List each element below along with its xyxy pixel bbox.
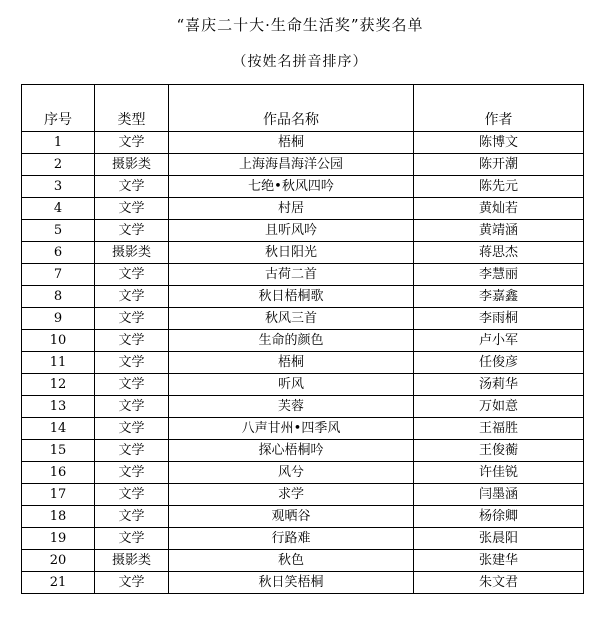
cell-author: 陈博文 — [414, 132, 584, 154]
table-row — [22, 462, 584, 484]
cell-serial-number: 1 — [22, 132, 95, 154]
cell-work-title: 梧桐 — [169, 132, 414, 154]
cell-serial-number: 3 — [22, 176, 95, 198]
table-row — [22, 374, 584, 396]
cell-author: 王福胜 — [414, 418, 584, 440]
cell-work-title: 求学 — [169, 484, 414, 506]
cell-category: 摄影类 — [95, 242, 169, 264]
cell-author: 蒋思杰 — [414, 242, 584, 264]
cell-category: 文学 — [95, 176, 169, 198]
cell-author: 张晨阳 — [414, 528, 584, 550]
cell-author: 许佳锐 — [414, 462, 584, 484]
cell-category: 文学 — [95, 440, 169, 462]
document-subtitle: （按姓名拼音排序） — [232, 54, 368, 70]
cell-author: 任俊彦 — [414, 352, 584, 374]
header-work-title: 作品名称 — [169, 85, 414, 132]
cell-serial-number: 15 — [22, 440, 95, 462]
cell-work-title: 秋色 — [169, 550, 414, 572]
cell-category: 文学 — [95, 484, 169, 506]
cell-category: 文学 — [95, 374, 169, 396]
cell-author: 王俊蘅 — [414, 440, 584, 462]
table-row — [22, 572, 584, 594]
table-row — [22, 396, 584, 418]
table-header-row — [22, 85, 584, 132]
cell-work-title: 秋日阳光 — [169, 242, 414, 264]
table-row — [22, 440, 584, 462]
cell-author: 万如意 — [414, 396, 584, 418]
document-title: “喜庆二十大·生命生活奖”获奖名单 — [176, 16, 424, 34]
cell-category: 文学 — [95, 528, 169, 550]
cell-work-title: 芙蓉 — [169, 396, 414, 418]
cell-category: 文学 — [95, 308, 169, 330]
header-category: 类型 — [95, 85, 169, 132]
table-row — [22, 550, 584, 572]
cell-serial-number: 20 — [22, 550, 95, 572]
cell-author: 李雨桐 — [414, 308, 584, 330]
cell-category: 文学 — [95, 506, 169, 528]
cell-serial-number: 19 — [22, 528, 95, 550]
cell-serial-number: 21 — [22, 572, 95, 594]
cell-serial-number: 7 — [22, 264, 95, 286]
table-row — [22, 286, 584, 308]
cell-serial-number: 6 — [22, 242, 95, 264]
cell-author: 陈开潮 — [414, 154, 584, 176]
cell-work-title: 风兮 — [169, 462, 414, 484]
cell-serial-number: 18 — [22, 506, 95, 528]
table-row — [22, 264, 584, 286]
cell-work-title: 八声甘州•四季风 — [169, 418, 414, 440]
table-row — [22, 352, 584, 374]
cell-serial-number: 17 — [22, 484, 95, 506]
cell-category: 文学 — [95, 352, 169, 374]
cell-category: 文学 — [95, 220, 169, 242]
table-row — [22, 176, 584, 198]
table-row — [22, 154, 584, 176]
table-body — [22, 132, 584, 594]
table-row — [22, 220, 584, 242]
winners-table — [21, 84, 584, 594]
cell-category: 文学 — [95, 418, 169, 440]
cell-serial-number: 9 — [22, 308, 95, 330]
cell-work-title: 古荷二首 — [169, 264, 414, 286]
table-row — [22, 132, 584, 154]
cell-work-title: 且听风吟 — [169, 220, 414, 242]
cell-category: 摄影类 — [95, 550, 169, 572]
table-row — [22, 242, 584, 264]
cell-category: 文学 — [95, 330, 169, 352]
cell-work-title: 秋日笑梧桐 — [169, 572, 414, 594]
cell-author: 黄灿若 — [414, 198, 584, 220]
cell-work-title: 生命的颜色 — [169, 330, 414, 352]
cell-work-title: 探心梧桐吟 — [169, 440, 414, 462]
cell-author: 闫墨涵 — [414, 484, 584, 506]
cell-serial-number: 2 — [22, 154, 95, 176]
cell-work-title: 村居 — [169, 198, 414, 220]
cell-author: 汤莉华 — [414, 374, 584, 396]
table-row — [22, 484, 584, 506]
cell-work-title: 秋日梧桐歌 — [169, 286, 414, 308]
table-row — [22, 528, 584, 550]
cell-serial-number: 4 — [22, 198, 95, 220]
cell-category: 摄影类 — [95, 154, 169, 176]
cell-category: 文学 — [95, 462, 169, 484]
cell-author: 张建华 — [414, 550, 584, 572]
header-serial-number: 序号 — [22, 85, 95, 132]
table-row — [22, 330, 584, 352]
cell-category: 文学 — [95, 572, 169, 594]
cell-work-title: 行路难 — [169, 528, 414, 550]
table-row — [22, 198, 584, 220]
cell-serial-number: 12 — [22, 374, 95, 396]
cell-work-title: 七绝•秋风四吟 — [169, 176, 414, 198]
cell-work-title: 观晒谷 — [169, 506, 414, 528]
cell-serial-number: 5 — [22, 220, 95, 242]
cell-category: 文学 — [95, 132, 169, 154]
cell-author: 陈先元 — [414, 176, 584, 198]
cell-work-title: 梧桐 — [169, 352, 414, 374]
cell-category: 文学 — [95, 198, 169, 220]
cell-category: 文学 — [95, 264, 169, 286]
cell-author: 李慧丽 — [414, 264, 584, 286]
cell-work-title: 听风 — [169, 374, 414, 396]
cell-serial-number: 14 — [22, 418, 95, 440]
cell-category: 文学 — [95, 396, 169, 418]
cell-author: 黄靖涵 — [414, 220, 584, 242]
cell-serial-number: 8 — [22, 286, 95, 308]
cell-serial-number: 10 — [22, 330, 95, 352]
cell-author: 朱文君 — [414, 572, 584, 594]
cell-serial-number: 16 — [22, 462, 95, 484]
cell-author: 卢小军 — [414, 330, 584, 352]
cell-serial-number: 13 — [22, 396, 95, 418]
cell-author: 李嘉鑫 — [414, 286, 584, 308]
cell-serial-number: 11 — [22, 352, 95, 374]
cell-category: 文学 — [95, 286, 169, 308]
cell-work-title: 上海海昌海洋公园 — [169, 154, 414, 176]
cell-work-title: 秋风三首 — [169, 308, 414, 330]
cell-author: 杨徐卿 — [414, 506, 584, 528]
header-author: 作者 — [414, 85, 584, 132]
table-row — [22, 506, 584, 528]
table-row — [22, 308, 584, 330]
table-row — [22, 418, 584, 440]
